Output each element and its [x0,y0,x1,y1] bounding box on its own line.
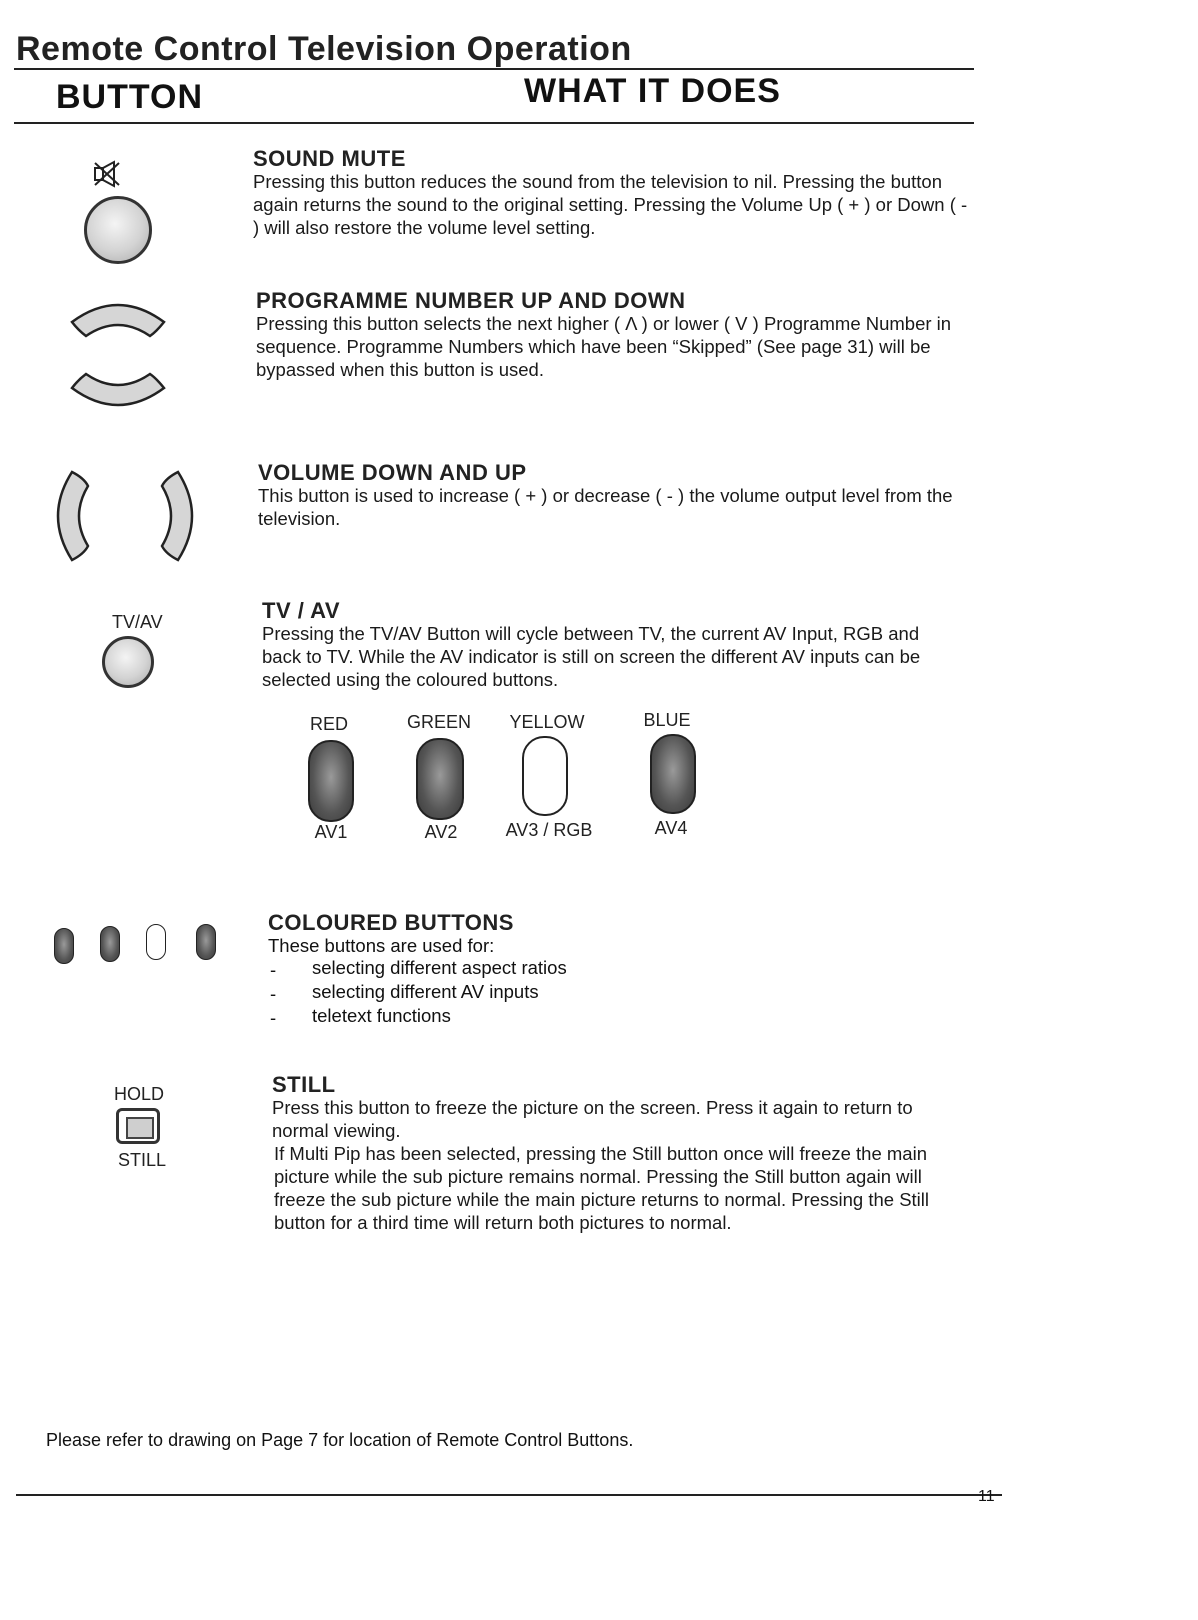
bullet-dash: - [270,1007,277,1028]
footer-rule [16,1494,1002,1496]
yellow-button[interactable] [522,736,568,816]
color-name-green: GREEN [406,712,471,732]
coloured-buttons-intro: These buttons are used for: [268,935,495,956]
volume-up-button[interactable] [158,468,208,569]
bullet-item: selecting different AV inputs [312,981,539,1002]
hold-still-button[interactable] [116,1108,160,1144]
bullet-item: selecting different aspect ratios [312,957,567,978]
column-header-button: BUTTON [56,78,204,116]
programme-down-button[interactable] [68,368,168,419]
section-body-still-2: If Multi Pip has been selected, pressing the Still button once will freeze the main picture while the sub picture remains normal. Pressing the Still button again will freeze the sub picture while the main picture returns to normal. Pressing the Still button for a third time will return both pictures to normal. [274,1143,930,1233]
section-title-programme: PROGRAMME NUMBER UP AND DOWN [256,288,686,313]
section-body-sound-mute: Pressing this button reduces the sound from the television to nil. Pressing the button again returns the sound to the original setting. Pressing the Volume Up ( + ) or Down ( - ) will also restore the volume level setting. [253,171,968,238]
section-title-coloured-buttons: COLOURED BUTTONS [268,910,514,935]
hold-label: HOLD [114,1084,165,1104]
color-name-red: RED [309,714,348,734]
bullet-dash: - [270,983,277,1004]
title-rule [14,68,974,70]
still-icon [126,1117,154,1139]
color-name-blue: BLUE [643,710,691,730]
programme-up-button[interactable] [68,296,168,347]
green-button[interactable] [416,738,464,820]
mute-icon [92,160,122,193]
blue-button[interactable] [650,734,696,814]
volume-down-button[interactable] [42,468,92,569]
tvav-button[interactable] [102,636,154,688]
color-name-yellow: YELLOW [509,712,585,732]
section-body-volume: This button is used to increase ( + ) or decrease ( - ) the volume output level from the television. [258,485,953,529]
section-body-still-1: Press this button to freeze the picture on the screen. Press it again to return to normal viewing. [272,1097,913,1141]
input-label-av2: AV2 [424,822,458,842]
red-button[interactable] [308,740,354,822]
mute-button[interactable] [84,196,152,264]
section-title-tvav: TV / AV [262,598,341,623]
mini-green-button[interactable] [100,926,120,962]
header-rule [14,122,974,124]
section-title-volume: VOLUME DOWN AND UP [258,460,527,485]
footer-note: Please refer to drawing on Page 7 for location of Remote Control Buttons. [46,1430,634,1450]
mini-yellow-button[interactable] [146,924,166,960]
bullet-item: teletext functions [312,1005,451,1026]
input-label-av1: AV1 [314,822,348,842]
column-header-what-it-does: WHAT IT DOES [524,72,781,110]
input-label-av4: AV4 [654,818,688,838]
page-title: Remote Control Television Operation [16,30,632,68]
page-number: 11 [978,1488,995,1505]
bullet-dash: - [270,959,277,980]
mini-red-button[interactable] [54,928,74,964]
input-label-av3-rgb: AV3 / RGB [505,820,593,840]
tvav-button-label: TV/AV [112,612,163,632]
section-title-sound-mute: SOUND MUTE [253,146,406,171]
section-body-programme: Pressing this button selects the next higher ( Λ ) or lower ( V ) Programme Number in sequence. Programme Numbers which have been “Skipped” (See page 31) will be bypassed when this button is used. [256,313,952,380]
still-label: STILL [118,1150,167,1170]
mini-blue-button[interactable] [196,924,216,960]
section-body-tvav: Pressing the TV/AV Button will cycle between TV, the current AV Input, RGB and back to TV. While the AV indicator is still on screen the different AV inputs can be selected using the coloured buttons. [262,623,921,690]
section-title-still: STILL [272,1072,336,1097]
